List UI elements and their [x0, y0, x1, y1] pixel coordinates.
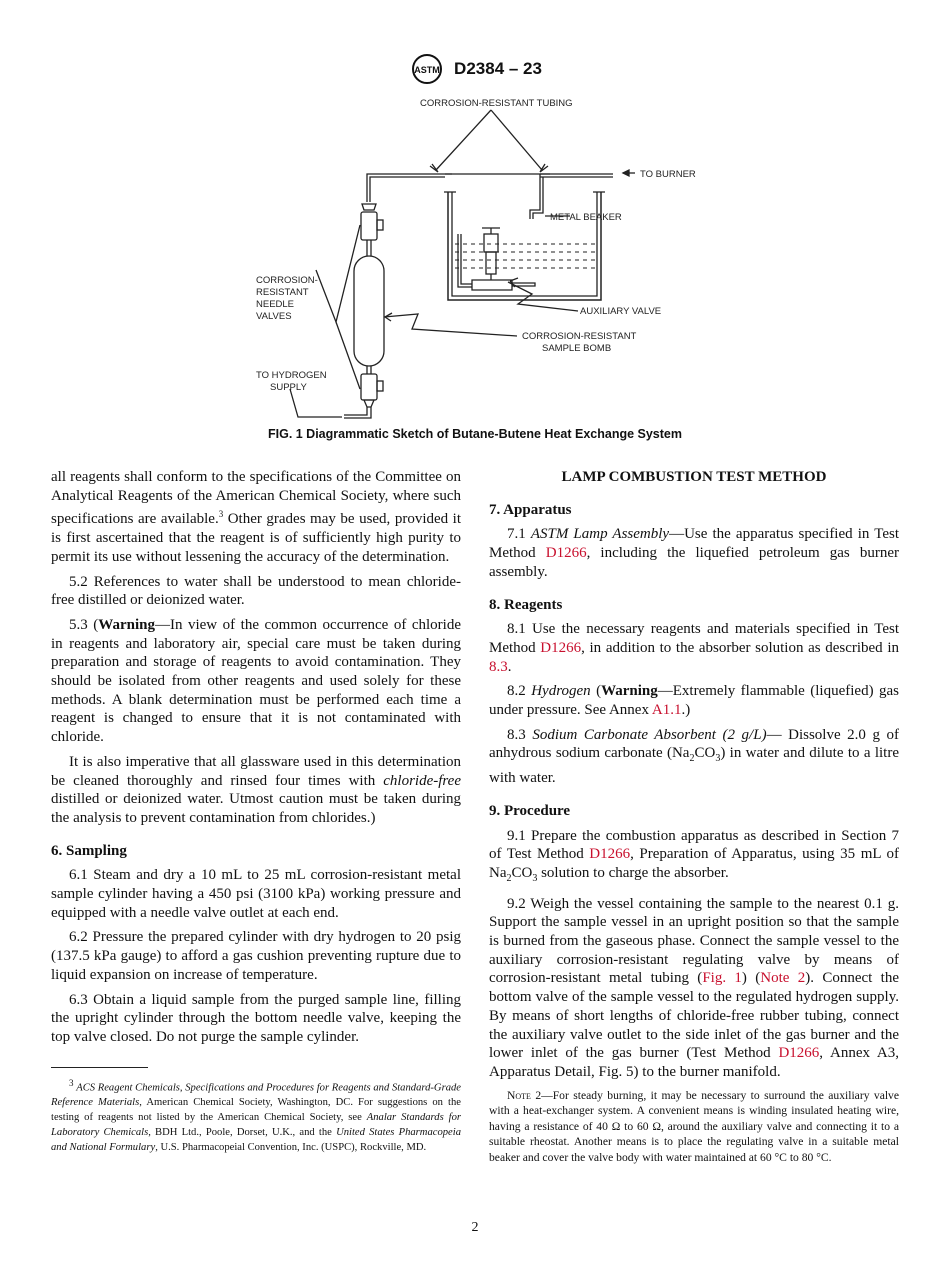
paragraph-8-1: 8.1 Use the necessary reagents and materials specified in Test Method D1266, in addition to the absorber solution as described in 8.3.: [489, 621, 899, 675]
document-id: D2384 – 23: [454, 59, 542, 78]
paragraph-6-3: 6.3 Obtain a liquid sample from the purged sample line, filling the upright cylinder through the bottom needle valve, keeping the top valve closed. Do not purge the sample cylinder.: [51, 991, 461, 1045]
paragraph-5-2: 5.2 References to water shall be understood to mean chloride-free distilled or deionized water.: [51, 573, 461, 609]
label-aux-valve: AUXILIARY VALVE: [580, 306, 662, 317]
paragraph-8-2: 8.2 Hydrogen (Warning—Extremely flammable (liquefied) gas under pressure. See Annex A1.1.): [489, 683, 899, 719]
astm-logo-icon: [408, 52, 446, 86]
label-needle-4: VALVES: [256, 311, 292, 322]
callout-tubing-a: [436, 110, 491, 170]
logo-text: ASTM: [414, 65, 440, 75]
figure-caption: FIG. 1 Diagrammatic Sketch of Butane-Butene Heat Exchange System: [267, 427, 682, 441]
page-header: [0, 52, 950, 86]
label-bomb-2: SAMPLE BOMB: [542, 343, 612, 354]
right-column: [489, 468, 899, 1171]
left-column: [51, 468, 461, 1161]
paragraph-5-1-cont: all reagents shall conform to the specifications of the Committee on Analytical Reagents of the American Chemical Society, where such specifications are available.$^3$ Other grades may be used, provided it is first ascertained that the reagent is of sufficiently high purity to permit its use without lessening the accuracy of the determination.: [51, 469, 461, 565]
label-bomb-1: CORROSION-RESISTANT: [522, 331, 637, 342]
paragraph-5-3-cont: It is also imperative that all glassware used in this determination be cleaned thoroughly and rinsed four times with chloride-free distilled or deionized water. Utmost caution must be taken during the analysis to prevent contamination from chlorides.): [51, 753, 461, 826]
footnote-divider: [51, 1067, 148, 1068]
link-d1266[interactable]: D1266: [545, 545, 587, 562]
link-fig-1[interactable]: Fig. 1: [702, 970, 742, 987]
note-2: Note 2—For steady burning, it may be necessary to surround the auxiliary valve with a heat-exchanger system. A convenient means is winding insulated heating wire, having a resistance of 40 Ω to 60 Ω, around the auxiliary valve and connecting it to a suitable rheostat. Another means is to place the regulating valve in a suitable metal beaker and cover the valve body with water maintained at 60 °C to 80 °C.: [489, 1088, 899, 1164]
label-needle-3: NEEDLE: [256, 299, 295, 310]
heading-procedure: 9. Procedure: [489, 802, 571, 819]
label-beaker: METAL BEAKER: [550, 212, 622, 223]
label-hydrogen-2: SUPPLY: [270, 382, 307, 393]
heading-apparatus: 7. Apparatus: [489, 501, 572, 518]
link-a1-1[interactable]: A1.1: [651, 702, 682, 719]
tubing-left-inner: [370, 177, 445, 202]
paragraph-9-2: 9.2 Weigh the vessel containing the sample to the nearest 0.1 g. Support the sample vessel in an upright position so that the sample is burned from the gaseous phase. Connect the sample vessel to the auxiliary corrosion-resistant regulating valve by means of corrosion-resistant metal tubing (Fig. 1) (Note 2). Connect the bottom valve of the sample vessel to the regulated hydrogen supply. By means of short lengths of chloride-free rubber tubing, connect the auxiliary valve outlet to the side inlet of the gas burner and the lower inlet of the gas burner (Test Method D1266, Annex A3, Apparatus Detail, Fig. 5) to the burner manifold.: [489, 895, 900, 1080]
callout-tubing-b: [491, 110, 542, 170]
link-d1266[interactable]: D1266: [589, 846, 631, 863]
link-d1266[interactable]: D1266: [540, 639, 582, 656]
paragraph-7-1: 7.1 ASTM Lamp Assembly—Use the apparatus specified in Test Method D1266, including the liquefied petroleum gas burner assembly.: [489, 526, 899, 580]
footnote-ref[interactable]: 3: [218, 509, 224, 520]
label-tubing: CORROSION-RESISTANT TUBING: [420, 98, 573, 109]
tubing-left: [367, 174, 452, 202]
label-needle-2: RESISTANT: [256, 287, 309, 298]
footnote-3: $^3$ ACS Reagent Chemicals, Specifications and Procedures for Reagents and Standard-Grade Reference Materials, American Chemical Society, Washington, DC. For suggestions on the testing of reagents not listed by the American Chemical Society, see Analar Standards for Laboratory Chemicals, BDH Ltd., Poole, Dorset, U.K., and the United States Pharmacopeia and National Formulary, U.S. Pharmacopeial Convention, Inc. (USPC), Rockville, MD.: [51, 1077, 462, 1154]
paragraph-6-2: 6.2 Pressure the prepared cylinder with dry hydrogen to 20 psig (137.5 kPa gauge) to afford a gas cushion preventing rupture due to liquid expansion on increase of temperature.: [51, 929, 461, 983]
link-8-3[interactable]: 8.3: [489, 658, 508, 675]
section-title: LAMP COMBUSTION TEST METHOD: [561, 469, 827, 485]
page-number: 2: [471, 1220, 479, 1235]
figure-1-diagram: [240, 92, 720, 422]
link-note-2[interactable]: Note 2: [760, 970, 806, 987]
link-d1266[interactable]: D1266: [778, 1045, 820, 1062]
label-needle-1: CORROSION-: [256, 275, 318, 286]
paragraph-5-3: 5.3 (Warning—In view of the common occurrence of chloride in reagents and laboratory air, special care must be taken during preparation and storage of reagents to avoid contamination. They should be isolated from other reagents and used solely for these methods. A blank determination must be performed each time a reagent is changed to ensure that it is not contaminated with chloride.: [51, 616, 462, 746]
label-burner: TO BURNER: [640, 169, 696, 180]
paragraph-8-3: 8.3 Sodium Carbonate Absorbent (2 g/L)— Dissolve 2.0 g of anhydrous sodium carbonate $(Na_2CO_3)$ in water and dilute to a litre with water.: [489, 726, 900, 787]
heading-sampling: 6. Sampling: [51, 842, 127, 859]
paragraph-6-1: 6.1 Steam and dry a 10 mL to 25 mL corrosion-resistant metal sample cylinder having a 450 psi (3100 kPa) working pressure and equipped with a needle valve outlet at each end.: [51, 867, 461, 921]
label-hydrogen-1: TO HYDROGEN: [256, 370, 327, 381]
paragraph-9-1: 9.1 Prepare the combustion apparatus as described in Section 7 of Test Method D1266, Preparation of Apparatus, using 35 mL of $Na_2CO_3$ solution to charge the absorber.: [489, 827, 899, 884]
heading-reagents: 8. Reagents: [489, 596, 563, 613]
